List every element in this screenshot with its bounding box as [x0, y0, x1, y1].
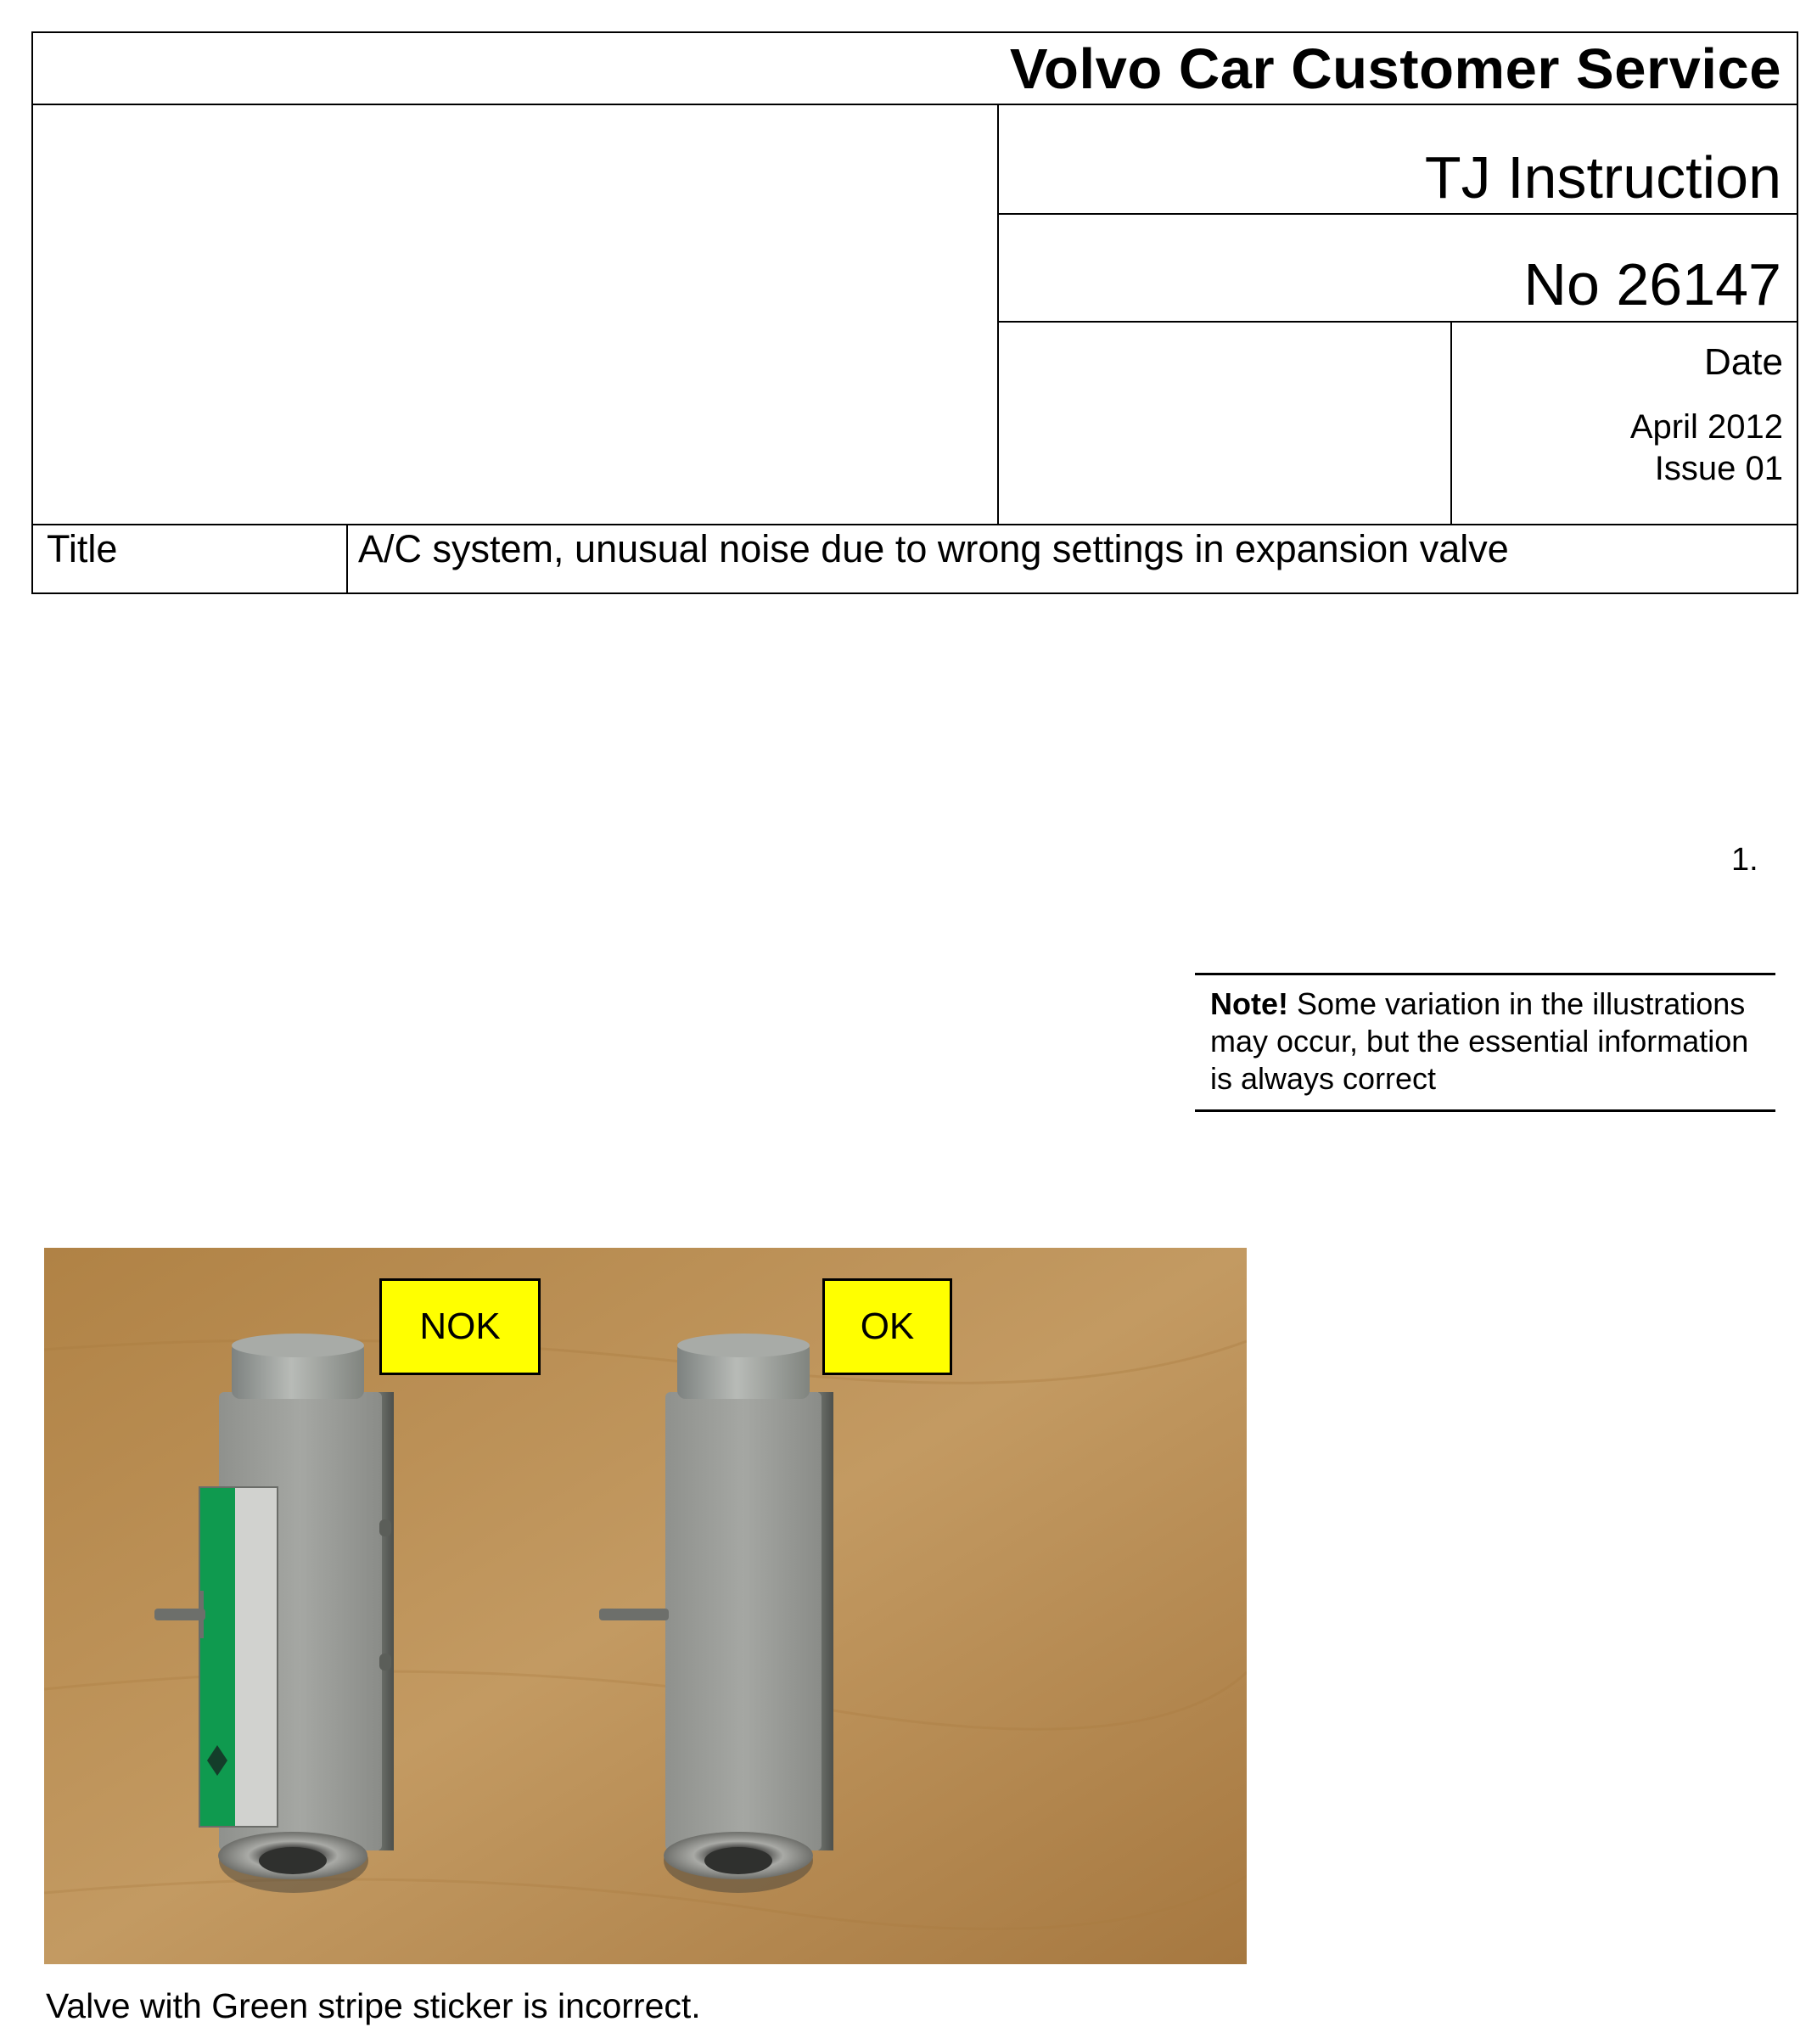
divider [997, 213, 1797, 215]
title-label: Title [47, 527, 118, 570]
title-value: A/C system, unusual noise due to wrong settings in expansion valve [358, 527, 1509, 570]
photo-caption: Valve with Green stripe sticker is incorrect. [46, 1986, 701, 2025]
company-name: Volvo Car Customer Service [1009, 37, 1781, 101]
date-label: Date [1704, 341, 1783, 383]
document-type: TJ Instruction [1424, 144, 1781, 211]
header-table [31, 31, 1798, 594]
port [379, 1519, 391, 1536]
valve-top-fitting [677, 1334, 810, 1357]
valve-pin [599, 1609, 669, 1620]
port [379, 1654, 391, 1671]
valve-pin-collar [200, 1591, 204, 1638]
ok-label: OK [822, 1278, 952, 1375]
issue-value: Issue 01 [1654, 450, 1783, 487]
divider [33, 104, 1797, 105]
step-number: 1. [1731, 842, 1758, 878]
date-block [1630, 407, 1783, 490]
valve-bottom-bolt [704, 1847, 772, 1874]
valve-photo-illustration [44, 1248, 1247, 1964]
note-box [1195, 973, 1775, 1112]
document-number: No 26147 [1523, 251, 1781, 317]
divider [1450, 321, 1452, 524]
valve-photo [44, 1248, 1247, 1964]
divider [346, 524, 348, 592]
date-value: April 2012 [1629, 408, 1783, 446]
divider [997, 321, 1797, 323]
valve-bottom-bolt [259, 1847, 327, 1874]
note-text: Some variation in the illustrations may occur, but the essential information is always correct [1210, 986, 1749, 1096]
divider [997, 104, 999, 524]
nok-label: NOK [379, 1278, 541, 1375]
valve-top-fitting [232, 1334, 364, 1357]
divider [33, 524, 1797, 525]
note-prefix: Note! [1210, 986, 1288, 1021]
valve-pin [154, 1609, 205, 1620]
valve-body [665, 1392, 822, 1850]
